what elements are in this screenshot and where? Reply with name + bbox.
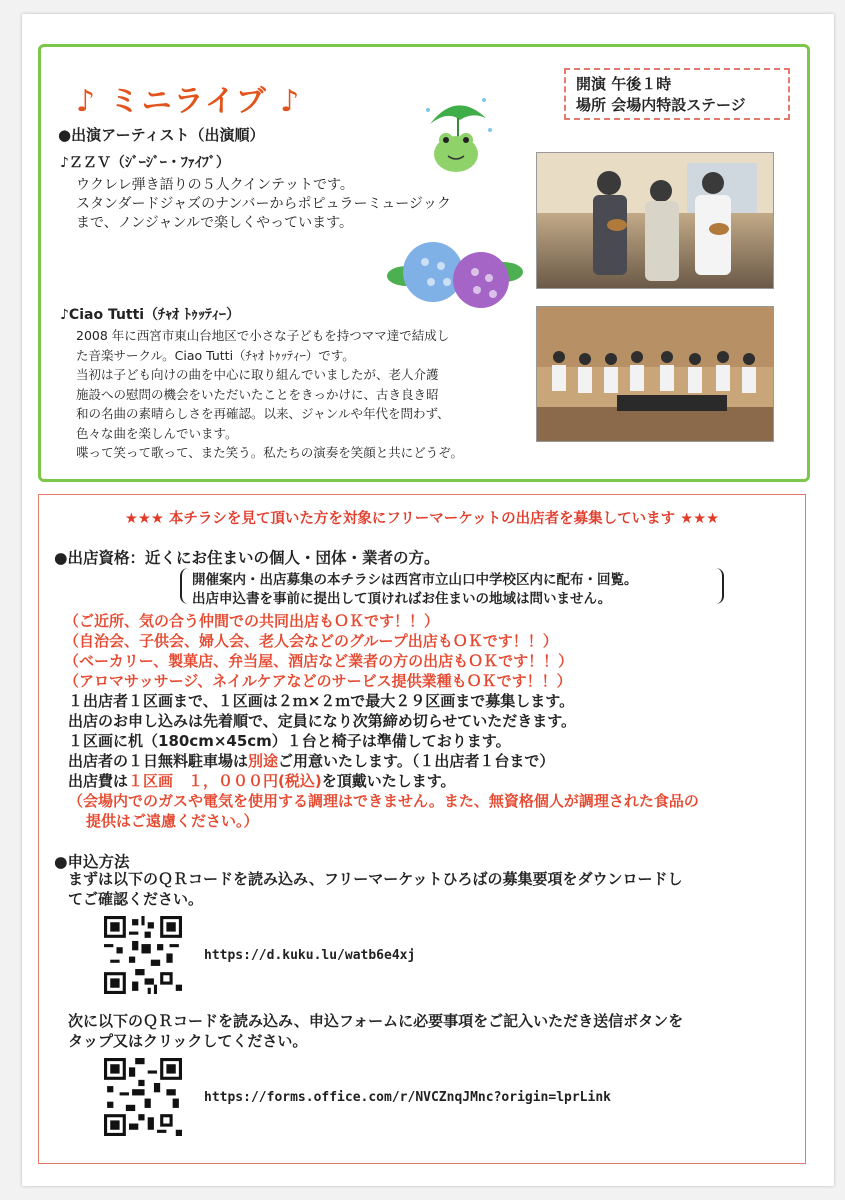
artist2-line: 2008 年に西宮市東山台地区で小さな子どもを持つママ達で結成し [76,328,450,343]
qualification: ●出店資格：近くにお住まいの個人・団体・業者の方。 [54,549,440,567]
apply-step1-line2: てご確認ください。 [68,890,204,908]
artists-heading: ●出演アーティスト（出演順） [58,126,265,144]
red-note-4: （アロマサッサージ、ネイルケアなどのサービス提供業種もＯＫです！！） [64,672,572,690]
artist1-description [76,176,451,233]
time-place-box [564,68,790,120]
red-note-3: （ベーカリー、製菓店、弁当屋、酒店など業者の方の出店もＯＫです！！） [64,652,574,670]
parking-text-a: 出店者の１日無料駐車場は [68,752,249,770]
download-url[interactable]: https://d.kuku.lu/watb6e4xj [204,948,416,963]
apply-step2-line2: タップ又はクリックしてください。 [68,1032,308,1050]
rule-2: 出店のお申し込みは先着順で、定員になり次第締め切らせていただきます。 [68,712,577,730]
parking-text-b: 別途 [248,752,279,770]
parking-line [68,750,554,771]
apply-heading: ●申込方法 [54,853,130,871]
artist1-name: ♪ＺＺＶ（ｼﾞｰｼﾞｰ・ﾌｧｲﾌﾞ） [60,155,230,171]
artist2-line: 色々な曲を楽しんでいます。 [76,425,238,441]
apply-step2-line1: 次に以下のＱＲコードを読み込み、申込フォームに必要事項をご記入いただき送信ボタンを [68,1012,684,1030]
fee-text-c: を頂戴いたします。 [321,772,456,790]
artist1-line: ウクレレ弾き語りの５人クインテットです。 [76,177,354,193]
caution-line-1: （会場内でのガスや電気を使用する調理はできません。また、無資格個人が調理された食品の [68,792,699,810]
note-line-1: 開催案内・出店募集の本チラシは西宮市立山口中学校区内に配布・回覧。 [192,572,638,588]
artist1-line: スタンダードジャズのナンバーからポピュラーミュージック [76,196,451,212]
live-title-text: ♪ ミニライブ ♪ [76,84,302,119]
qr-code-2[interactable] [104,1058,182,1136]
fee-text-b: １区画 １，０００円(税込) [128,772,322,790]
artist2-line: 施設への慰問の機会をいただいたことをきっかけに、古き良き昭 [76,386,439,402]
ukulele-band-photo [536,152,774,289]
frog-umbrella-illustration [420,90,494,180]
fee-text-a: 出店費は [68,772,129,790]
fee-line [68,770,456,791]
apply-step1-line1: まずは以下のＱＲコードを読み込み、フリーマーケットひろばの募集要項をダウンロードし [68,870,683,888]
red-note-1: （ご近所、気の合う仲間での共同出店もＯＫです！！） [64,612,440,630]
artist2-name: ♪Ciao Tutti（ﾁｬｵ ﾄｩｯﾃｨｰ） [60,307,240,323]
artist2-line: 和の名曲の素晴らしさを再確認。以来、ジャンルや年代を問わず、 [76,406,450,421]
time-label: 開演 [576,75,607,93]
qr-code-1[interactable] [104,916,182,994]
artist2-line: 喋って笑って歌って、また笑う。私たちの演奏を笑顔と共にどうぞ。 [76,445,464,460]
artist2-line: た音楽サークル。Ciao Tutti（ﾁｬｵ ﾄｩｯﾃｨｰ）です。 [76,347,355,363]
parking-text-c: ご用意いたします。（１出店者１台まで） [278,752,555,770]
artist1-line: まで、ノンジャンルで楽しくやっています。 [76,215,354,231]
form-url[interactable]: https://forms.office.com/r/NVCZnqJMnc?origin=lprLink [204,1090,611,1105]
mini-live-title [76,76,301,120]
ciao-tutti-photo [536,306,774,442]
hydrangea-illustration [385,232,525,316]
rule-3: １区画に机（180cm×45cm）１台と椅子は準備しております。 [68,732,511,750]
note-line-2: 出店申込書を事前に提出して頂ければお住まいの地域は問いません。 [192,591,612,607]
caution-line-2: 提供はご遠慮ください。） [86,812,259,830]
flea-market-banner: ★★★ 本チラシを見て頂いた方を対象にフリーマーケットの出店者を募集しています ★★★ [124,511,720,527]
time-value: 午後１時 [611,75,672,93]
red-note-2: （自治会、子供会、婦人会、老人会などのグループ出店もＯＫです！！） [64,632,558,650]
place-value: 会場内特設ステージ [611,96,746,114]
artist2-line: 当初は子ども向けの曲を中心に取り組んでいましたが、老人介護 [76,367,439,382]
artist2-description [76,326,463,463]
rule-1: １出店者１区画まで、１区画は２ｍ×２ｍで最大２９区画まで募集します。 [68,692,575,710]
place-label: 場所 [576,96,607,114]
